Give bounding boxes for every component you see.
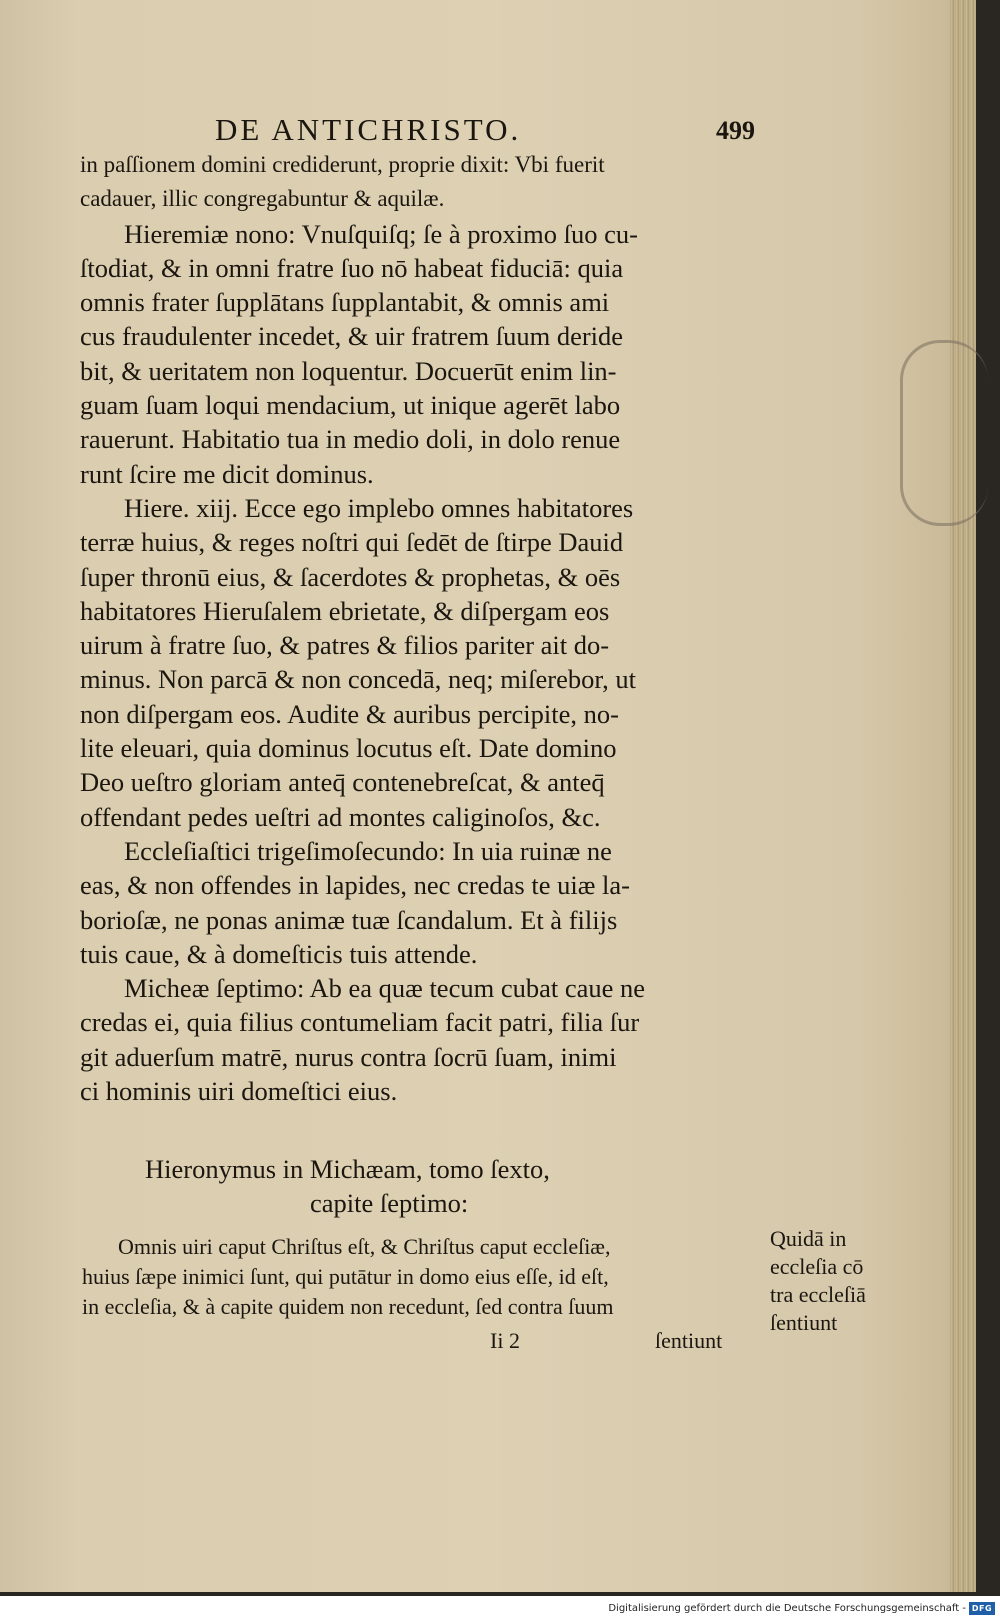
text-line: non diſpergam eos. Audite & auribus percipite, no- <box>80 698 619 729</box>
text-line: Eccleſiaſtici trigeſimoſecundo: In uia ruinæ ne <box>124 835 612 866</box>
text-line: lite eleuari, quia dominus locutus eſt. Date domino <box>80 733 617 764</box>
heading-line: capite ſeptimo: <box>310 1188 469 1219</box>
text-line: offendant pedes ueſtri ad montes caliginoſos, &c. <box>80 801 601 832</box>
text-line: in paſſionem domini crediderunt, proprie dixit: Vbi fuerit <box>80 152 605 177</box>
marginal-note-line: Quidā in <box>770 1226 847 1251</box>
bookmark-clip <box>900 340 988 526</box>
text-line: ſuper thronū eius, & ſacerdotes & prophetas, & oēs <box>80 561 621 592</box>
quote-line: huius ſæpe inimici ſunt, qui putātur in domo eius eſſe, id eſt, <box>82 1264 609 1289</box>
page-number: 499 <box>716 116 755 145</box>
funding-notice: Digitalisierung gefördert durch die Deutsche Forschungsgemeinschaft - <box>608 1603 966 1614</box>
text-line: omnis frater ſupplātans ſupplantabit, & omnis ami <box>80 287 610 318</box>
text-line: cadauer, illic congregabuntur & aquilæ. <box>80 186 445 212</box>
text-line: terræ huius, & reges noſtri qui ſedēt de ſtirpe Dauid <box>80 527 624 558</box>
marginal-note-line: ſentiunt <box>770 1310 838 1335</box>
marginal-note-line: eccleſia cō <box>770 1254 864 1279</box>
text-line: rauerunt. Habitatio tua in medio doli, in dolo renue <box>80 424 621 455</box>
text-line: Hieremiæ nono: Vnuſquiſq; ſe à proximo ſuo cu- <box>124 218 638 249</box>
text-line: Deo ueſtro gloriam anteq̄ contenebreſcat, & anteq̄ <box>80 767 605 798</box>
quotation-text <box>82 1232 762 1322</box>
heading-line: Hieronymus in Michæam, tomo ſexto, <box>145 1154 550 1184</box>
footer-bar <box>0 1596 1000 1623</box>
dfg-logo[interactable]: DFG <box>969 1602 995 1615</box>
signature-mark: Ii 2 <box>490 1328 520 1353</box>
text-line: ci hominis uiri domeſtici eius. <box>80 1076 398 1107</box>
catchword: ſentiunt <box>655 1328 723 1353</box>
quote-line: Omnis uiri caput Chriſtus eſt, & Chriſtus caput eccleſiæ, <box>118 1234 611 1259</box>
running-head: DE ANTICHRISTO. <box>215 112 522 147</box>
text-line: guam ſuam loqui mendacium, ut inique agerēt labo <box>80 390 621 421</box>
section-heading <box>145 1152 765 1221</box>
marginal-note-line: tra eccleſiā <box>770 1282 866 1307</box>
text-line: git aduerſum matrē, nurus contra ſocrū ſuam, inimi <box>80 1041 617 1072</box>
text-line: tuis caue, & à domeſticis tuis attende. <box>80 938 478 969</box>
text-line: eas, & non offendes in lapides, nec credas te uiæ la- <box>80 870 630 901</box>
text-line: cus fraudulenter incedet, & uir fratrem ſuum deride <box>80 321 624 352</box>
page-footer-line <box>490 1328 790 1360</box>
quote-line: in eccleſia, & à capite quidem non recedunt, ſed contra ſuum <box>82 1294 614 1319</box>
text-line: borioſæ, ne ponas animæ tuæ ſcandalum. Et à filijs <box>80 904 618 935</box>
text-line: bit, & ueritatem non loquentur. Docuerūt enim lin- <box>80 355 617 386</box>
text-line: runt ſcire me dicit dominus. <box>80 458 374 489</box>
text-line: minus. Non parcā & non concedā, neq; miſerebor, ut <box>80 664 637 695</box>
marginal-note <box>770 1225 900 1337</box>
text-line: uirum à fratre ſuo, & patres & filios pariter ait do- <box>80 630 610 661</box>
page-edges <box>950 0 976 1592</box>
text-line: ſtodiat, & in omni fratre ſuo nō habeat fiduciā: quia <box>80 252 624 283</box>
text-line: habitatores Hieruſalem ebrietate, & diſpergam eos <box>80 595 610 626</box>
text-line: Hiere. xiij. Ecce ego implebo omnes habitatores <box>124 492 634 523</box>
text-line: Micheæ ſeptimo: Ab ea quæ tecum cubat caue ne <box>124 973 646 1004</box>
text-line: credas ei, quia filius contumeliam facit patri, filia ſur <box>80 1007 640 1038</box>
body-text <box>80 148 780 1108</box>
